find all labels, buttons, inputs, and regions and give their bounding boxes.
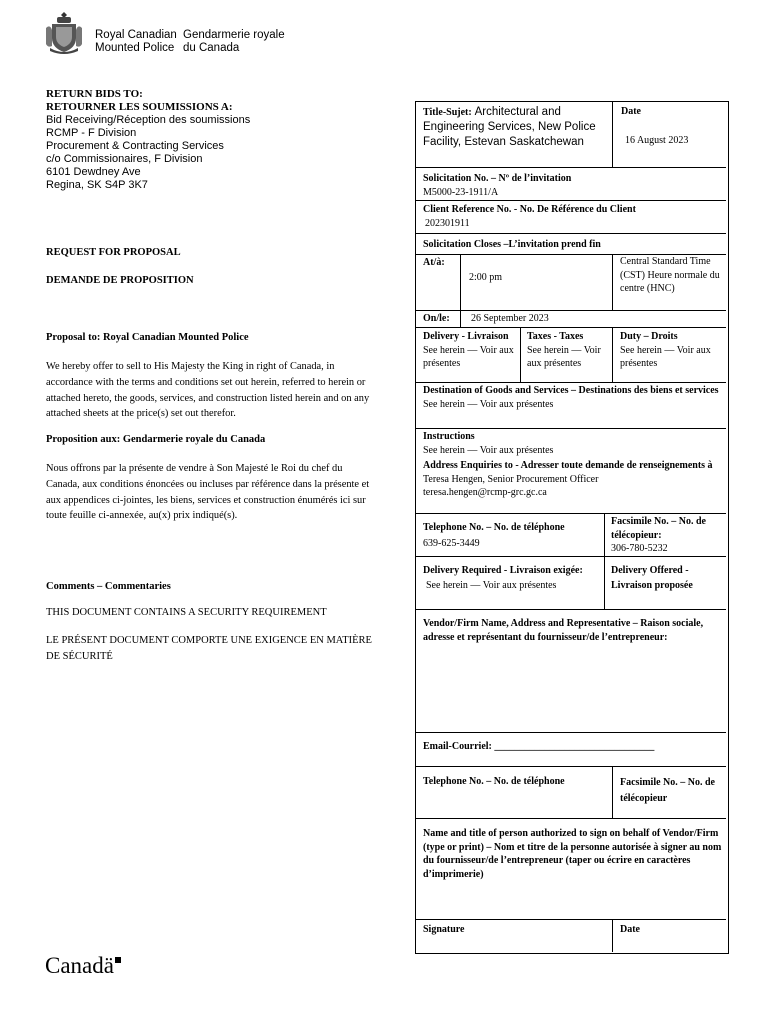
at-label: At/à:	[423, 257, 445, 268]
return-address-line: Procurement & Contracting Services	[46, 140, 224, 152]
vendor-phone-field[interactable]: Telephone No. – No. de téléphone	[423, 776, 565, 787]
sign-date-field[interactable]: Date	[620, 924, 640, 935]
enquiries-name: Teresa Hengen, Senior Procurement Officer	[423, 473, 599, 485]
signature-field[interactable]: Signature	[423, 924, 465, 935]
title-cell	[423, 105, 613, 150]
delivery-required-label: Delivery Required - Livraison exigée:	[423, 565, 583, 576]
at-time: 2:00 pm	[469, 272, 503, 283]
timezone: Central Standard Time (CST) Heure normale du centre (HNC)	[620, 256, 720, 294]
taxes-cell	[527, 330, 607, 371]
client-ref-label: Client Reference No. - No. De Référence du Client	[423, 204, 636, 215]
org-name-fr-line1: Gendarmerie royale	[183, 29, 285, 41]
return-address-line: Regina, SK S4P 3K7	[46, 179, 148, 191]
fax-value: 306-780-5232	[611, 543, 668, 554]
on-label: On/le:	[423, 313, 450, 324]
proposal-body-en: We hereby offer to sell to His Majesty the King in right of Canada, in accordance with the terms and conditions set out herein, referred to herein or attached hereto, the goods, services, and construction listed herein and on any attached sheets at the price(s) set out therefor.	[46, 361, 370, 420]
flag-icon	[115, 957, 121, 963]
taxes-value: See herein — Voir aux présentes	[527, 344, 601, 369]
client-ref-value: 202301911	[425, 218, 470, 229]
delivery-label: Delivery - Livraison	[423, 331, 509, 342]
email-field[interactable]: Email-Courriel: ________________________________	[423, 741, 655, 752]
destination-value: See herein — Voir aux présentes	[423, 398, 554, 410]
delivery-required-cell	[423, 563, 603, 593]
date-value: 16 August 2023	[625, 135, 689, 146]
comments-line-en: THIS DOCUMENT CONTAINS A SECURITY REQUIREMENT	[46, 607, 327, 618]
title-value: Architectural and Engineering Services, New Police Facility, Estevan Saskatchewan	[423, 106, 596, 148]
delivery-cell	[423, 330, 520, 371]
proposal-body-fr: Nous offrons par la présente de vendre à Son Majesté le Roi du chef du Canada, aux conditions énoncées ou incluses par référence dans la présente et aux appendices ci-jointes, les biens, services et construction énumérés ici sur toute feuille ci-annexée, au(x) prix indiqué(s).	[46, 463, 370, 522]
title-label: Title-Sujet:	[423, 107, 472, 118]
rfp-title-en: REQUEST FOR PROPOSAL	[46, 247, 181, 258]
closes-label: Solicitation Closes –L’invitation prend fin	[423, 239, 601, 250]
duty-label: Duty – Droits	[620, 331, 678, 342]
enquiries-label: Address Enquiries to - Adresser toute demande de renseignements à	[423, 460, 713, 471]
org-name-en-line2: Mounted Police	[95, 42, 175, 54]
proposal-heading-fr: Proposition aux: Gendarmerie royale du Canada	[46, 434, 266, 445]
solicitation-label: Solicitation No. – Nº de l’invitation	[423, 173, 572, 184]
taxes-label: Taxes - Taxes	[527, 331, 584, 342]
solicitation-value: M5000-23-1911/A	[423, 187, 499, 198]
comments-heading: Comments – Commentaries	[46, 581, 171, 592]
fax-label: Facsimile No. – No. de télécopieur:	[611, 516, 706, 541]
bid-form	[415, 101, 729, 954]
instructions-value: See herein — Voir aux présentes	[423, 444, 554, 456]
rfp-title-fr: DEMANDE DE PROPOSITION	[46, 275, 194, 286]
destination-label: Destination of Goods and Services – Destinations des biens et services	[423, 385, 719, 396]
duty-cell	[620, 330, 720, 371]
return-bids-title-fr: RETOURNER LES SOUMISSIONS A:	[46, 101, 233, 113]
delivery-required-value: See herein — Voir aux présentes	[426, 580, 557, 591]
delivery-offered-label: Delivery Offered - Livraison proposée	[611, 565, 693, 591]
destination-cell	[423, 384, 723, 411]
enquiries-email[interactable]: teresa.hengen@rcmp-grc.gc.ca	[423, 487, 547, 498]
date-label: Date	[621, 106, 641, 117]
authorized-person-field[interactable]: Name and title of person authorized to sign on behalf of Vendor/Firm (type or print) – Nom et titre de la personne autorisée à signer au nom du fournisseur/de l’entrepreneur (taper ou écrire en caractères d’imprimerie)	[423, 828, 722, 880]
canada-wordmark-text: Canad	[45, 953, 104, 978]
return-bids-title-en: RETURN BIDS TO:	[46, 88, 143, 100]
return-address-line: c/o Commissionaires, F Division	[46, 153, 203, 165]
vendor-field[interactable]	[423, 662, 719, 728]
return-address-line: RCMP - F Division	[46, 127, 137, 139]
phone-value: 639-625-3449	[423, 537, 480, 549]
fax-cell	[611, 515, 723, 556]
return-address-line: Bid Receiving/Réception des soumissions	[46, 114, 251, 126]
comments-line-fr: LE PRÉSENT DOCUMENT COMPORTE UNE EXIGENCE EN MATIÈRE DE SÉCURITÉ	[46, 635, 372, 662]
canada-wordmark-end: ä	[103, 953, 114, 978]
phone-label: Telephone No. – No. de téléphone	[423, 522, 565, 533]
return-address-line: 6101 Dewdney Ave	[46, 166, 141, 178]
instructions-cell	[423, 430, 723, 457]
vendor-label: Vendor/Firm Name, Address and Representative – Raison sociale, adresse et représentant du fournisseur/de l’entrepreneur:	[423, 618, 704, 643]
title-divider	[612, 102, 613, 167]
on-value: 26 September 2023	[471, 313, 549, 324]
enquiries-cell	[423, 459, 723, 500]
delivery-value: See herein — Voir aux présentes	[423, 344, 514, 369]
instructions-label: Instructions	[423, 431, 475, 442]
duty-value: See herein — Voir aux présentes	[620, 344, 711, 369]
phone-cell	[423, 521, 603, 550]
org-name-en-line1: Royal Canadian	[95, 29, 177, 41]
org-name-fr-line2: du Canada	[183, 42, 240, 54]
vendor-fax-field[interactable]: Facsimile No. – No. de télécopieur	[620, 777, 715, 804]
rcmp-crest-icon	[44, 10, 84, 54]
proposal-heading-en: Proposal to: Royal Canadian Mounted Police	[46, 332, 249, 343]
canada-wordmark	[45, 953, 121, 979]
